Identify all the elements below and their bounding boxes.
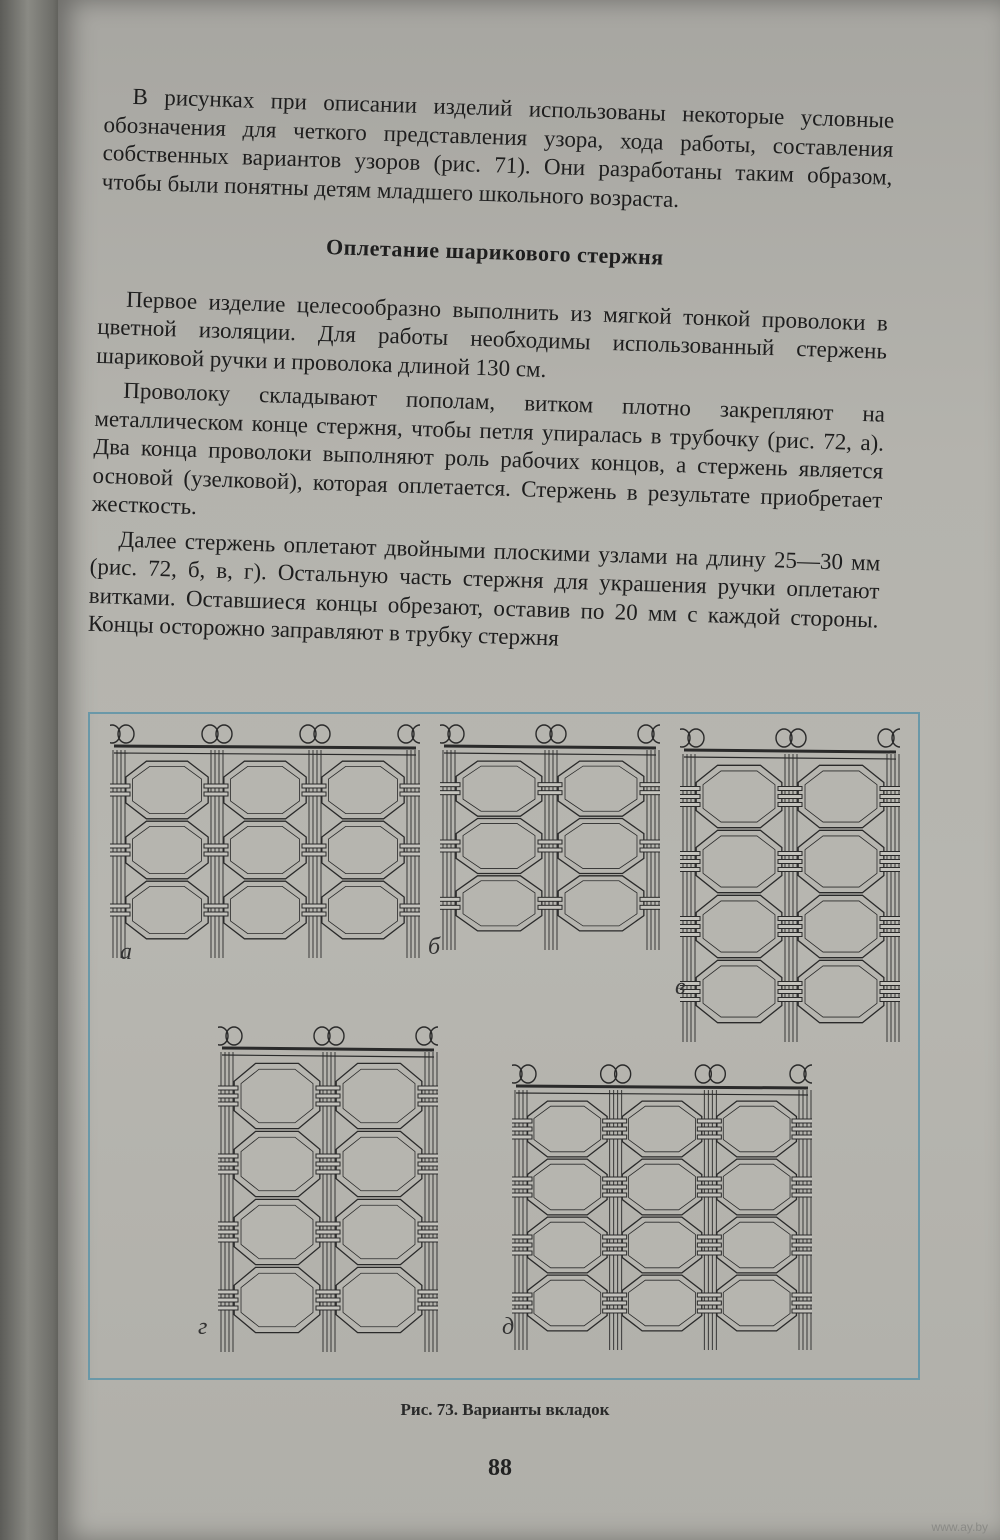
weave-diagram-e <box>512 1062 812 1352</box>
body-paragraph: Проволоку складывают пополам, витком плотно закрепляют на металлическом конце стержня, чтобы петля упиралась в трубочку (рис. 72, а). Два конца проволоки выполняют роль рабочих концов, а стержень является основой (узелковой), которая оплетается. Стержень в результате приобретает жесткость. <box>91 377 886 520</box>
weave-diagram-b <box>440 722 660 952</box>
page-number: 88 <box>488 1455 512 1481</box>
body-paragraph: Первое изделие целесообразно выполнить из мягкой тонкой проволоки в цветной изоляции. Для работы необходимы использованный стержень шариковой ручки и проволока длиной 130 см. <box>96 286 889 382</box>
figure-caption: Рис. 73. Варианты вкладок <box>400 1400 610 1419</box>
weave-diagram-d <box>218 1024 438 1354</box>
panel-label-a: а <box>120 939 132 965</box>
body-paragraph: Далее стержень оплетают двойными плоскими узлами на длину 25—30 мм (рис. 72, б, в, г). Остальную часть стержня для украшения ручки оплетают витками. Оставшиеся концы обрезают, оставив по 20 мм с каждой стороны. Концы осторожно заправляют в трубку стержня <box>87 526 881 651</box>
figure-frame <box>88 712 920 1380</box>
watermark-text: www.ay.by <box>931 1520 988 1534</box>
text-block <box>88 82 895 663</box>
panel-label-d: г <box>198 1314 208 1340</box>
weave-diagram-a <box>110 722 420 960</box>
panel-label-c: в <box>675 974 686 1000</box>
weave-diagram-c <box>680 726 900 1044</box>
section-heading: Оплетание шарикового стержня <box>325 234 665 270</box>
panel-label-e: д <box>502 1314 515 1340</box>
intro-paragraph: В рисунках при описании изделий использованы некоторые условные обозначения для четкого представления узора, хода работы, составления собственных вариантов узоров (рис. 71). Они разработаны таким образом, чтобы были понятны детям младшего школьного возраста. <box>101 83 895 212</box>
panel-label-b: б <box>428 934 441 960</box>
